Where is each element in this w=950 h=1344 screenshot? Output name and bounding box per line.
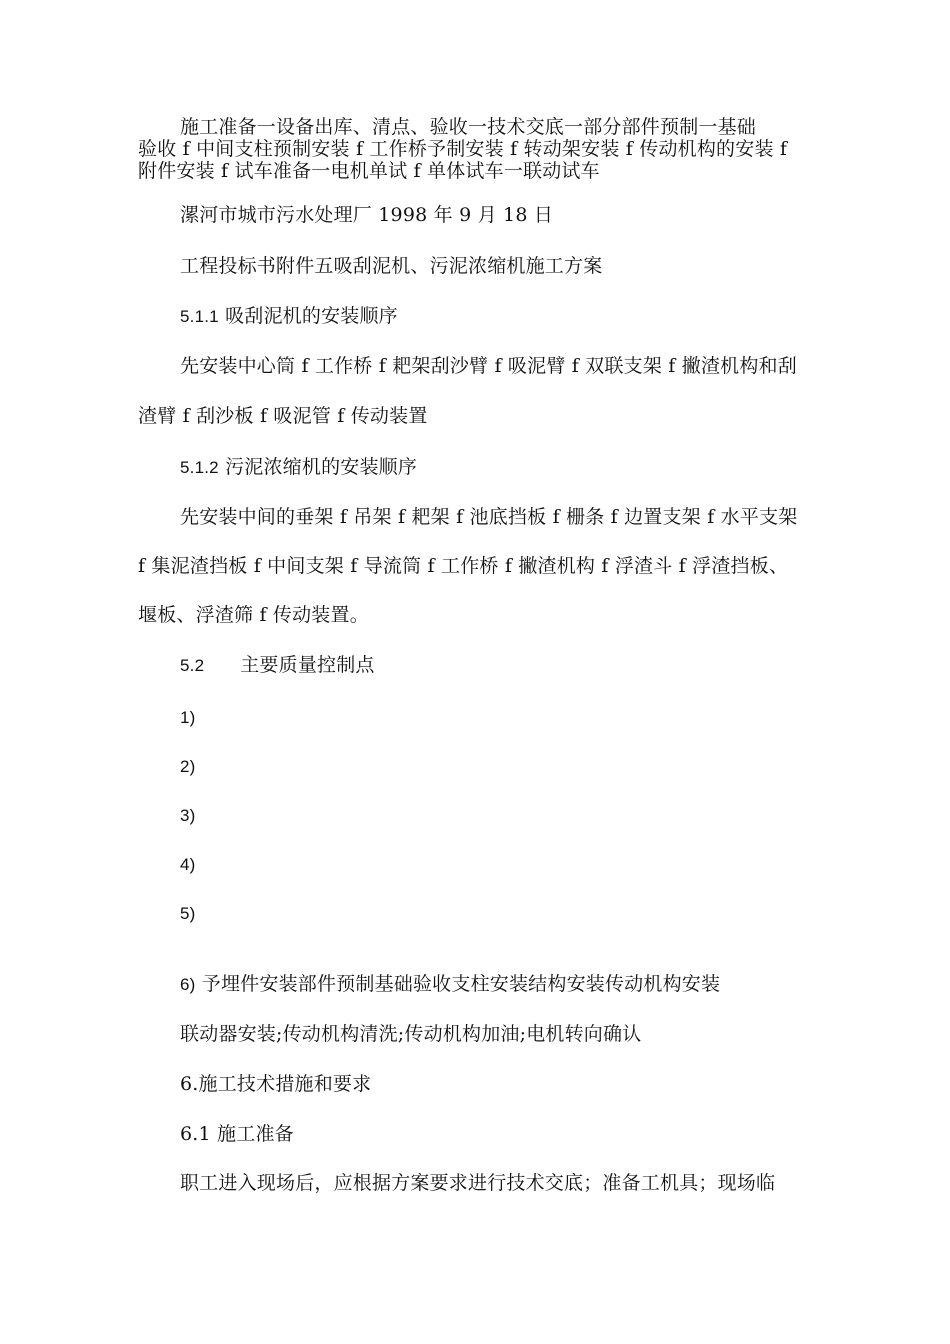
list-item-3: 3) [180, 806, 196, 825]
heading-text: 污泥浓缩机的安装顺序 [225, 456, 418, 478]
paragraph-5-1-2-line-3: 堰板、浮渣筛 f 传动装置。 [138, 604, 369, 626]
heading-5-2 [180, 654, 375, 677]
heading-6: 6.施工技术措施和要求 [180, 1073, 372, 1095]
list-number: 6) [180, 975, 196, 994]
heading-text: 主要质量控制点 [240, 654, 375, 676]
heading-number: 5.1.1 [180, 307, 219, 326]
date-line: 漯河市城市污水处理厂 1998 年 9 月 18 日 [180, 204, 554, 226]
list-item-1: 1) [180, 708, 196, 727]
heading-number: 5.1.2 [180, 458, 219, 477]
list-text: 予埋件安装部件预制基础验收支柱安装结构安装传动机构安装 [201, 973, 721, 995]
paragraph-5-1-2-line-2: f 集泥渣挡板 f 中间支架 f 导流筒 f 工作桥 f 撇渣机构 f 浮渣斗 f 浮渣挡板、 [138, 555, 789, 577]
list-item-2: 2) [180, 757, 196, 776]
document-title: 工程投标书附件五吸刮泥机、污泥浓缩机施工方案 [180, 255, 603, 277]
paragraph-5-1-1-line-1: 先安装中心筒 f 工作桥 f 耙架刮沙臂 f 吸泥臂 f 双联支架 f 撇渣机构和刮 [180, 355, 797, 377]
list-item-4: 4) [180, 855, 196, 874]
heading-5-1-2 [180, 456, 417, 479]
heading-text: 吸刮泥机的安装顺序 [225, 305, 398, 327]
list-item-5: 5) [180, 904, 196, 923]
list-item-6 [180, 973, 720, 996]
paragraph-6-1-line-1: 职工进入现场后，应根据方案要求进行技术交底；准备工机具；现场临 [180, 1172, 776, 1194]
flow-line-1: 施工准备一设备出库、清点、验收一技术交底一部分部件预制一基础 [180, 116, 757, 138]
paragraph-5-1-2-line-1: 先安装中间的垂架 f 吊架 f 耙架 f 池底挡板 f 栅条 f 边置支架 f 水平支架 [180, 506, 798, 528]
paragraph-5-1-1-line-2: 渣臂 f 刮沙板 f 吸泥管 f 传动装置 [138, 405, 428, 427]
flow-line-2: 验收 f 中间支柱预制安装 f 工作桥予制安装 f 转动架安装 f 传动机构的安装 f [138, 138, 788, 160]
flow-line-3: 附件安装 f 试车准备一电机单试 f 单体试车一联动试车 [138, 160, 600, 182]
heading-number: 5.2 [180, 656, 205, 675]
heading-5-1-1 [180, 305, 398, 328]
list-item-6-continuation: 联动器安装;传动机构清洗;传动机构加油;电机转向确认 [180, 1023, 642, 1045]
heading-6-1: 6.1 施工准备 [180, 1123, 294, 1145]
